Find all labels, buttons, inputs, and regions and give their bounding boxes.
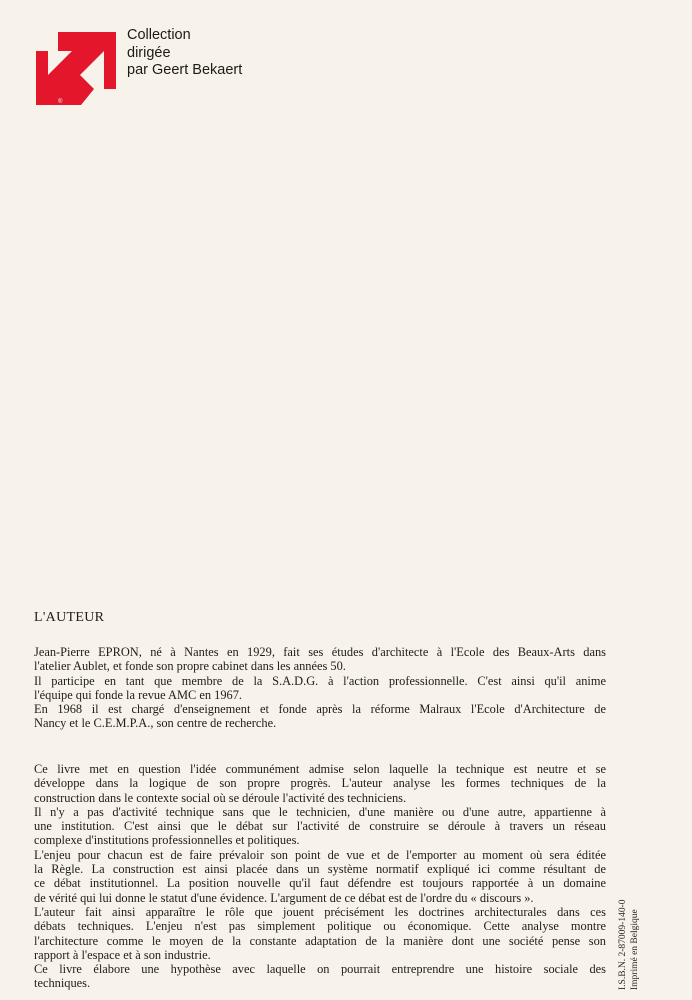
isbn-label: I.S.B.N. 2-87009-140-0 <box>618 899 628 990</box>
printed-in-label: Imprimé en Belgique <box>630 909 640 990</box>
summary-line: construction dans le contexte social où se déroule l'activité des techniciens. <box>34 790 407 805</box>
summary-line: complexe d'institutions professionnelles et politiques. <box>34 833 300 848</box>
book-summary <box>34 762 606 991</box>
red-arrow-logo-shape <box>36 31 116 105</box>
series-line-3: par Geert Bekaert <box>127 62 243 78</box>
bio-line: Jean-Pierre EPRON, né à Nantes en 1929, fait ses études d'architecte à l'Ecole des Beaux-Arts dans <box>34 645 606 659</box>
summary-line: de vérité qui lui donne le statut d'une évidence. L'argument de ce débat est de l'ordre du « discours ». <box>34 890 534 905</box>
summary-line: une institution. C'est ainsi que le débat sur l'activité de construire se déroule à travers un réseau <box>34 819 606 834</box>
summary-line: Ce livre élabore une hypothèse avec laquelle on pourrait entreprendre une histoire sociale des <box>34 962 606 977</box>
series-line-2: dirigée <box>127 44 171 61</box>
registered-mark: ® <box>58 99 63 105</box>
summary-line: Il n'y a pas d'activité technique sans que le technicien, d'une manière ou d'une autre, appartienne à <box>34 804 606 819</box>
summary-line: l'architecture comme le moyen de la constante adaptation de la manière dont une société pense son <box>34 933 606 948</box>
red-arrow-logo-icon <box>36 31 116 105</box>
summary-line: L'enjeu pour chacun est de faire prévaloir son point de vue et de l'emporter au moment où sera éditée <box>34 847 606 862</box>
summary-line: L'auteur fait ainsi apparaître le rôle que jouent précisément les doctrines architecturales dans ces <box>34 904 606 919</box>
summary-line: débats techniques. L'enjeu n'est pas simplement politique ou économique. Cette analyse montre <box>34 919 606 934</box>
author-heading: L'AUTEUR <box>34 610 105 625</box>
bio-line: Il participe en tant que membre de la S.A.D.G. à l'action professionnelle. C'est ainsi qu'il anime <box>34 673 606 688</box>
summary-line: ce débat institutionnel. La position nouvelle qu'il faut défendre est toujours rapportée à un domaine <box>34 876 606 891</box>
spine-text-block <box>617 899 641 990</box>
bio-line: l'équipe qui fonde la revue AMC en 1967. <box>34 687 243 702</box>
series-credit <box>127 27 242 80</box>
author-bio <box>34 645 606 731</box>
bio-line: l'atelier Aublet, et fonde son propre cabinet dans les années 50. <box>34 659 346 674</box>
spine-imprint <box>617 850 657 990</box>
summary-line: rapport à l'espace et à son industrie. <box>34 947 211 962</box>
summary-line: la Règle. La construction est ainsi placée dans un système normatif expliqué ici comme résultant de <box>34 862 606 877</box>
bio-line: Nancy et le C.E.M.P.A., son centre de recherche. <box>34 716 277 731</box>
series-line-1: Collection <box>127 27 191 43</box>
summary-line: développe dans la logique de son propre progrès. L'auteur analyse les formes techniques de la <box>34 776 606 791</box>
bio-line: En 1968 il est chargé d'enseignement et fonde après la réforme Malraux l'Ecole d'Architecture de <box>34 702 606 717</box>
summary-line: Ce livre met en question l'idée communément admise selon laquelle la technique est neutre et se <box>34 762 606 776</box>
summary-line: techniques. <box>34 976 91 991</box>
